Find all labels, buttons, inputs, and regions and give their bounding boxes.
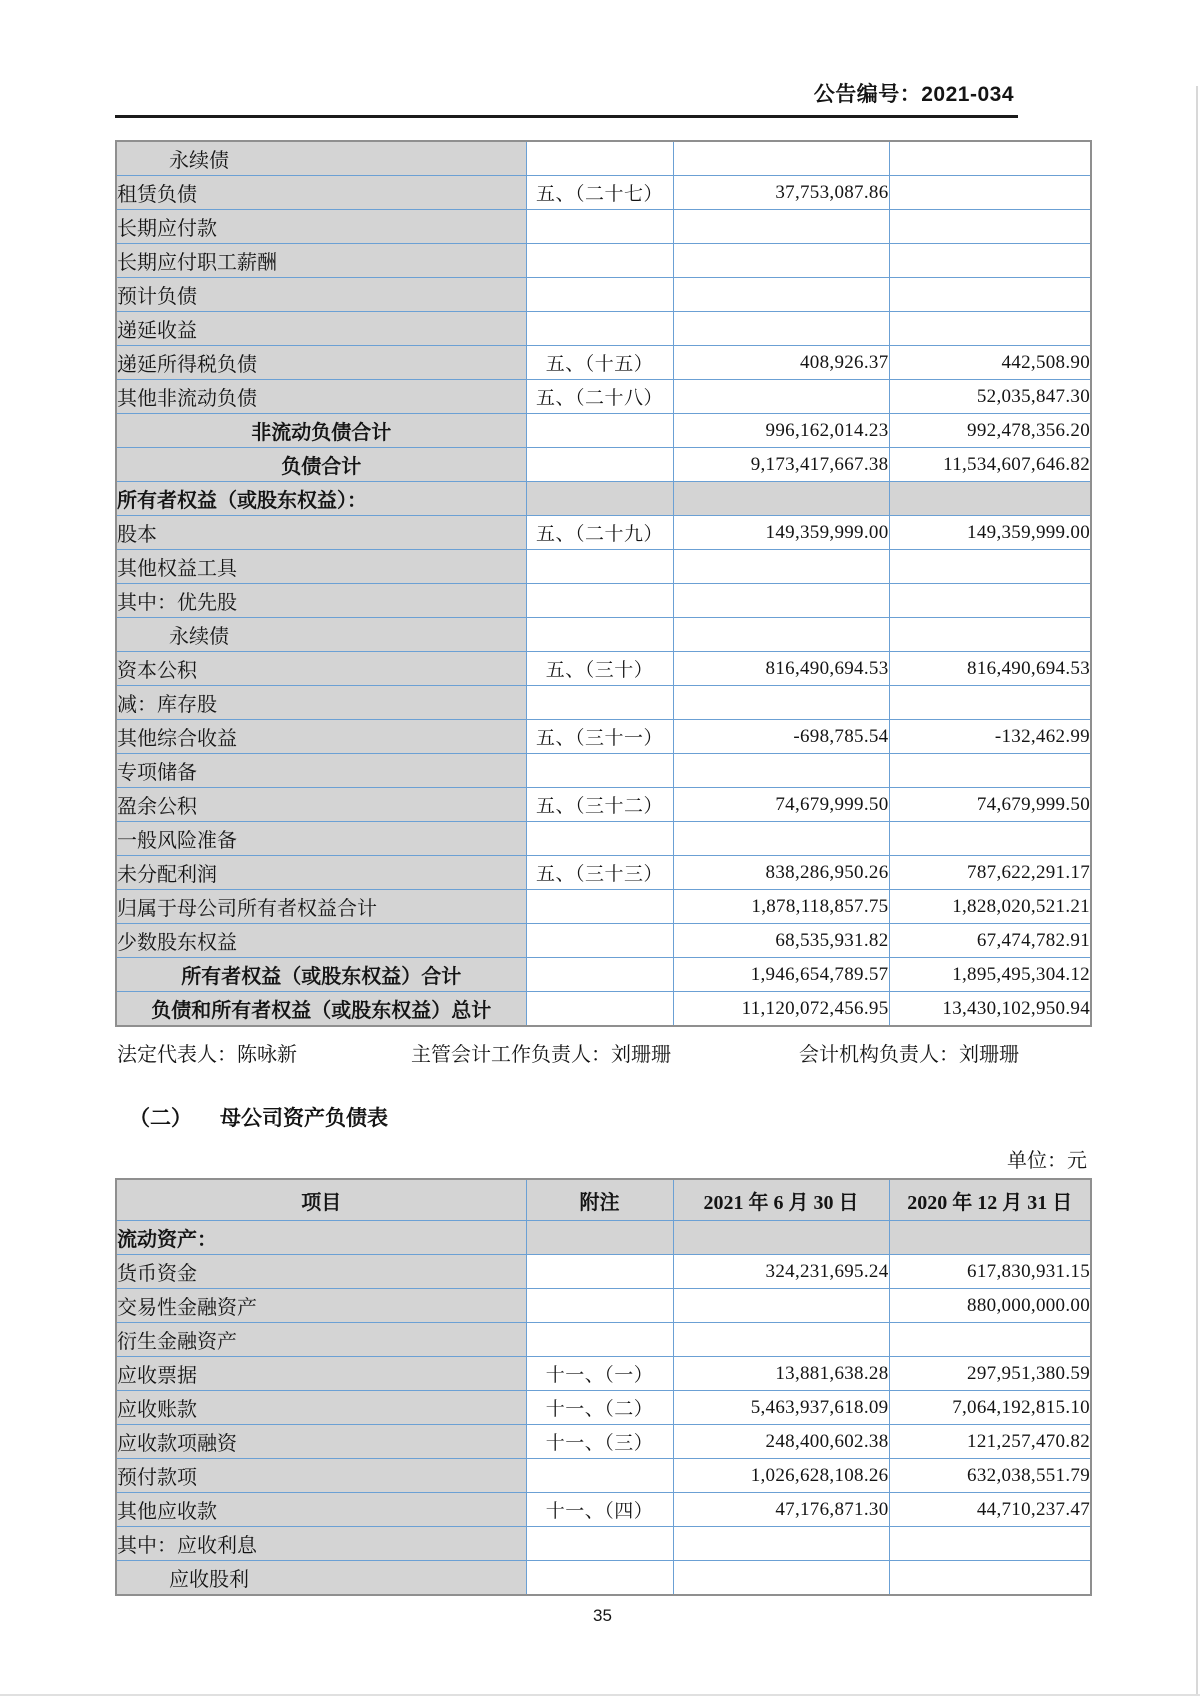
note-reference [526,618,673,652]
note-reference: 五、（十五） [526,346,673,380]
note-reference [526,1221,673,1255]
item-label: 负债和所有者权益（或股东权益）总计 [116,992,526,1027]
value-current-period [673,754,889,788]
table-row [116,482,1091,516]
value-prior-period: 297,951,380.59 [889,1357,1091,1391]
value-prior-period [889,244,1091,278]
note-reference [526,210,673,244]
section-title [115,1102,1090,1132]
note-reference: 十一、（四） [526,1493,673,1527]
note-reference [526,244,673,278]
value-prior-period: 52,035,847.30 [889,380,1091,414]
item-label: 一般风险准备 [116,822,526,856]
value-current-period [673,1221,889,1255]
column-header-item: 项目 [116,1179,526,1221]
value-prior-period: 121,257,470.82 [889,1425,1091,1459]
value-current-period: 47,176,871.30 [673,1493,889,1527]
value-current-period: 1,026,628,108.26 [673,1459,889,1493]
note-reference: 五、（三十二） [526,788,673,822]
value-prior-period: 617,830,931.15 [889,1255,1091,1289]
value-current-period [673,618,889,652]
note-reference: 五、（二十九） [526,516,673,550]
item-label: 未分配利润 [116,856,526,890]
value-prior-period: 149,359,999.00 [889,516,1091,550]
value-current-period: 149,359,999.00 [673,516,889,550]
note-reference [526,754,673,788]
table-header-row [116,1179,1091,1221]
value-current-period: 68,535,931.82 [673,924,889,958]
item-label: 永续债 [116,141,526,176]
value-current-period: 37,753,087.86 [673,176,889,210]
column-header-date-2021: 2021 年 6 月 30 日 [673,1179,889,1221]
table-row [116,414,1091,448]
value-current-period: 5,463,937,618.09 [673,1391,889,1425]
item-label: 应收款项融资 [116,1425,526,1459]
item-label: 专项储备 [116,754,526,788]
table-row [116,516,1091,550]
announcement-number: 公告编号：2021-034 [115,0,1018,118]
note-reference [526,312,673,346]
consolidated-balance-sheet-table [115,140,1092,1027]
value-prior-period [889,1323,1091,1357]
table-row [116,1289,1091,1323]
value-current-period: 13,881,638.28 [673,1357,889,1391]
value-prior-period: 67,474,782.91 [889,924,1091,958]
note-reference [526,1459,673,1493]
item-label: 应收股利 [116,1561,526,1596]
page-content [115,0,1090,1626]
value-current-period [673,1323,889,1357]
unit-label: 单位：元 [1007,1150,1087,1172]
table-row [116,584,1091,618]
value-current-period [673,141,889,176]
item-label: 其中：优先股 [116,584,526,618]
table-row [116,1459,1091,1493]
value-current-period [673,210,889,244]
legal-representative: 法定代表人：陈咏新 [117,1044,297,1066]
note-reference [526,686,673,720]
table-row [116,890,1091,924]
accounting-work-head: 主管会计工作负责人：刘珊珊 [411,1044,671,1066]
table-row [116,686,1091,720]
value-prior-period [889,278,1091,312]
value-prior-period: 632,038,551.79 [889,1459,1091,1493]
note-reference [526,448,673,482]
value-prior-period [889,482,1091,516]
table-row [116,992,1091,1027]
item-label: 永续债 [116,618,526,652]
note-reference: 十一、（三） [526,1425,673,1459]
value-prior-period: 1,895,495,304.12 [889,958,1091,992]
table-row [116,244,1091,278]
note-reference [526,958,673,992]
value-current-period [673,380,889,414]
value-current-period: 324,231,695.24 [673,1255,889,1289]
value-prior-period [889,550,1091,584]
table-row [116,618,1091,652]
note-reference [526,992,673,1027]
table-row [116,788,1091,822]
table-row [116,1527,1091,1561]
value-prior-period [889,176,1091,210]
note-reference [526,278,673,312]
value-current-period [673,278,889,312]
item-label: 租赁负债 [116,176,526,210]
value-current-period: 838,286,950.26 [673,856,889,890]
table-row [116,278,1091,312]
note-reference: 五、（二十七） [526,176,673,210]
table-row [116,1561,1091,1596]
table-row [116,924,1091,958]
column-header-date-2020: 2020 年 12 月 31 日 [889,1179,1091,1221]
value-current-period [673,584,889,618]
value-prior-period [889,312,1091,346]
value-prior-period: 787,622,291.17 [889,856,1091,890]
item-label: 流动资产： [116,1221,526,1255]
item-label: 长期应付款 [116,210,526,244]
accounting-org-head: 会计机构负责人：刘珊珊 [799,1044,1019,1066]
item-label: 其中：应收利息 [116,1527,526,1561]
note-reference [526,924,673,958]
item-label: 货币资金 [116,1255,526,1289]
table-row [116,1255,1091,1289]
table-row [116,312,1091,346]
value-current-period [673,1289,889,1323]
value-prior-period [889,141,1091,176]
value-current-period: 11,120,072,456.95 [673,992,889,1027]
value-prior-period: 442,508.90 [889,346,1091,380]
value-prior-period: 992,478,356.20 [889,414,1091,448]
value-prior-period [889,584,1091,618]
item-label: 减：库存股 [116,686,526,720]
value-current-period [673,686,889,720]
value-current-period: 816,490,694.53 [673,652,889,686]
item-label: 交易性金融资产 [116,1289,526,1323]
note-reference [526,550,673,584]
page-bottom-edge-line [0,1694,1200,1696]
table-row [116,176,1091,210]
item-label: 盈余公积 [116,788,526,822]
item-label: 递延收益 [116,312,526,346]
item-label: 长期应付职工薪酬 [116,244,526,278]
note-reference: 五、（三十三） [526,856,673,890]
table-row [116,720,1091,754]
value-current-period: 1,946,654,789.57 [673,958,889,992]
value-prior-period [889,822,1091,856]
value-current-period: 248,400,602.38 [673,1425,889,1459]
note-reference [526,482,673,516]
item-label: 预计负债 [116,278,526,312]
item-label: 所有者权益（或股东权益）合计 [116,958,526,992]
note-reference: 五、（三十一） [526,720,673,754]
note-reference [526,584,673,618]
item-label: 归属于母公司所有者权益合计 [116,890,526,924]
table-row [116,856,1091,890]
value-prior-period [889,618,1091,652]
note-reference [526,1527,673,1561]
item-label: 其他权益工具 [116,550,526,584]
item-label: 其他综合收益 [116,720,526,754]
table-row [116,448,1091,482]
value-current-period [673,1527,889,1561]
table-row [116,380,1091,414]
table-row [116,1357,1091,1391]
value-current-period: 408,926.37 [673,346,889,380]
note-reference [526,141,673,176]
table-row [116,652,1091,686]
value-current-period [673,482,889,516]
item-label: 少数股东权益 [116,924,526,958]
table-row [116,141,1091,176]
value-prior-period [889,210,1091,244]
page-number: 35 [593,1606,612,1625]
note-reference: 五、（二十八） [526,380,673,414]
item-label: 其他应收款 [116,1493,526,1527]
note-reference: 十一、（一） [526,1357,673,1391]
note-reference [526,1323,673,1357]
value-prior-period [889,754,1091,788]
item-label: 资本公积 [116,652,526,686]
note-reference: 十一、（二） [526,1391,673,1425]
value-current-period: 1,878,118,857.75 [673,890,889,924]
value-current-period: 9,173,417,667.38 [673,448,889,482]
value-prior-period [889,686,1091,720]
table-row [116,1493,1091,1527]
table-row [116,958,1091,992]
value-prior-period [889,1221,1091,1255]
value-prior-period: 816,490,694.53 [889,652,1091,686]
page-right-edge-line [1196,86,1198,1695]
value-prior-period [889,1527,1091,1561]
table-row [116,754,1091,788]
section-name: 母公司资产负债表 [220,1106,388,1130]
note-reference [526,1561,673,1596]
value-current-period: -698,785.54 [673,720,889,754]
item-label: 递延所得税负债 [116,346,526,380]
note-reference [526,890,673,924]
value-prior-period: 7,064,192,815.10 [889,1391,1091,1425]
note-reference [526,1289,673,1323]
table-row [116,1221,1091,1255]
item-label: 预付款项 [116,1459,526,1493]
value-current-period [673,312,889,346]
value-prior-period: 44,710,237.47 [889,1493,1091,1527]
value-prior-period [889,1561,1091,1596]
note-reference [526,414,673,448]
note-reference [526,822,673,856]
item-label: 其他非流动负债 [116,380,526,414]
value-prior-period: 880,000,000.00 [889,1289,1091,1323]
value-prior-period: -132,462.99 [889,720,1091,754]
table-row [116,550,1091,584]
value-prior-period: 1,828,020,521.21 [889,890,1091,924]
item-label: 所有者权益（或股东权益）： [116,482,526,516]
table-row [116,1425,1091,1459]
value-prior-period: 13,430,102,950.94 [889,992,1091,1027]
item-label: 负债合计 [116,448,526,482]
note-reference [526,1255,673,1289]
signature-line [115,1038,1090,1068]
value-current-period: 74,679,999.50 [673,788,889,822]
table-row [116,210,1091,244]
table-row [116,822,1091,856]
item-label: 非流动负债合计 [116,414,526,448]
value-prior-period: 11,534,607,646.82 [889,448,1091,482]
parent-company-balance-sheet-table [115,1178,1092,1596]
value-current-period [673,1561,889,1596]
item-label: 应收账款 [116,1391,526,1425]
column-header-note: 附注 [526,1179,673,1221]
value-current-period [673,550,889,584]
item-label: 应收票据 [116,1357,526,1391]
table-row [116,1391,1091,1425]
section-index: （二） [129,1106,192,1130]
value-current-period [673,822,889,856]
value-current-period [673,244,889,278]
table-row [116,346,1091,380]
note-reference: 五、（三十） [526,652,673,686]
value-prior-period: 74,679,999.50 [889,788,1091,822]
item-label: 衍生金融资产 [116,1323,526,1357]
value-current-period: 996,162,014.23 [673,414,889,448]
table-row [116,1323,1091,1357]
item-label: 股本 [116,516,526,550]
